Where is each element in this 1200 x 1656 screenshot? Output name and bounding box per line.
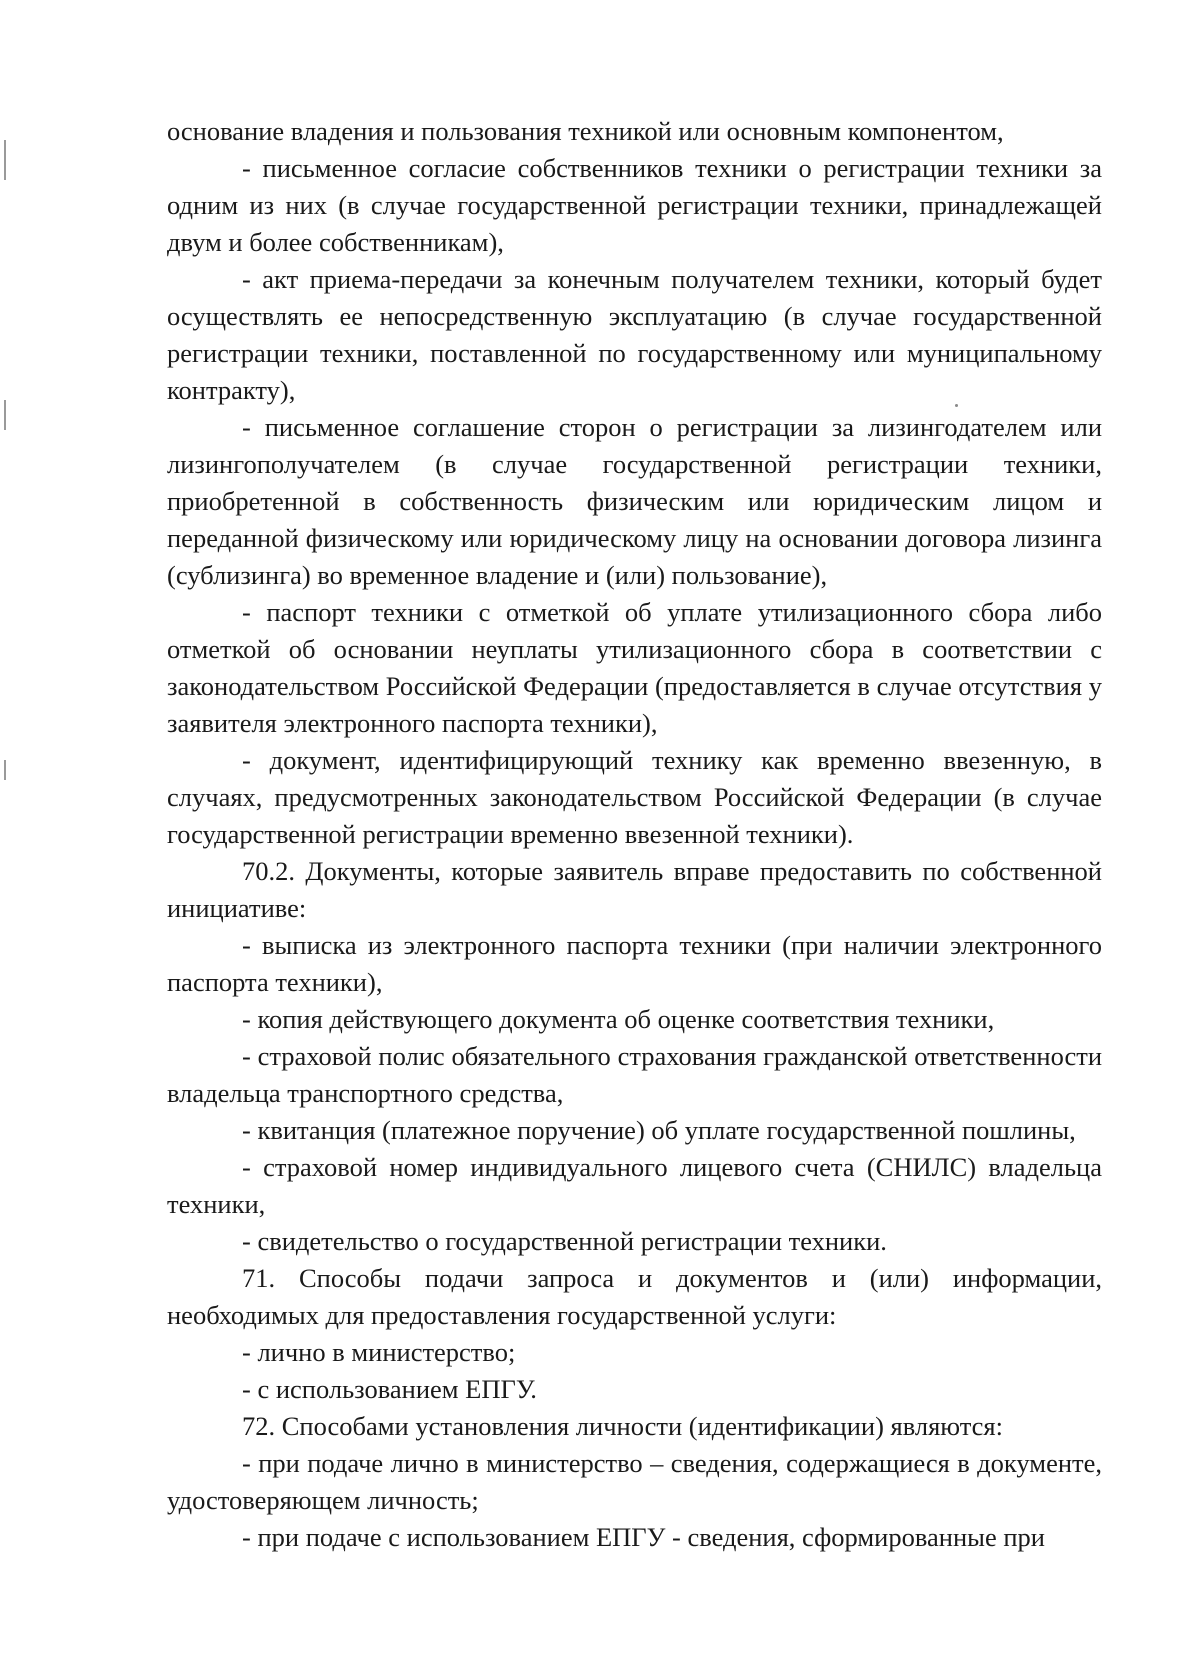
list-item-vehicle-passport: - паспорт техники с отметкой об уплате утилизационного сбора либо отметкой об основании неуплаты утилизационного сбора в соответствии с законодательством Российской Федерации (предоставляется в случае отсутствия у заявителя электронного паспорта техники), [167, 597, 1102, 738]
document-body [167, 113, 1102, 1556]
list-item-epgu: - с использованием ЕПГУ. [242, 1374, 537, 1404]
list-item-fee-receipt: - квитанция (платежное поручение) об уплате государственной пошлины, [242, 1115, 1076, 1145]
list-item-temporary-import-document: - документ, идентифицирующий технику как временно ввезенную, в случаях, предусмотренных законодательством Российской Федерации (в случае государственной регистрации временно ввезенной техники). [167, 745, 1102, 849]
list-item-registration-certificate: - свидетельство о государственной регистрации техники. [242, 1226, 887, 1256]
list-item-conformity-document: - копия действующего документа об оценке соответствия техники, [242, 1004, 995, 1034]
clause-72: 72. Способами установления личности (идентификации) являются: [242, 1411, 1003, 1441]
scan-edge-mark [4, 140, 6, 180]
clause-71: 71. Способы подачи запроса и документов и (или) информации, необходимых для предоставления государственной услуги: [167, 1263, 1102, 1330]
list-item-owners-consent: - письменное согласие собственников техники о регистрации техники за одним из них (в случае государственной регистрации техники, принадлежащей двум и более собственникам), [167, 153, 1102, 257]
clause-70-2: 70.2. Документы, которые заявитель вправе предоставить по собственной инициативе: [167, 856, 1102, 923]
list-item-leasing-agreement: - письменное соглашение сторон о регистрации за лизингодателем или лизингополучателем (в случае государственной регистрации техники, приобретенной в собственность физическим или юридическим лицом и переданной физическому или юридическому лицу на основании договора лизинга (сублизинга) во временное владение и (или) пользование), [167, 412, 1102, 590]
list-item-passport-extract: - выписка из электронного паспорта техники (при наличии электронного паспорта техники), [167, 930, 1102, 997]
list-item-identity-epgu: - при подаче с использованием ЕПГУ - сведения, сформированные при [242, 1522, 1045, 1552]
list-item-insurance-policy: - страховой полис обязательного страхования гражданской ответственности владельца транспортного средства, [167, 1041, 1102, 1108]
list-item-in-person: - лично в министерство; [242, 1337, 516, 1367]
list-item-identity-in-person: - при подаче лично в министерство – сведения, содержащиеся в документе, удостоверяющем личность; [167, 1448, 1102, 1515]
scan-edge-mark [4, 760, 6, 780]
list-item-transfer-act: - акт приема-передачи за конечным получателем техники, который будет осуществлять ее непосредственную эксплуатацию (в случае государственной регистрации техники, поставленной по государственному или муниципальному контракту), [167, 264, 1102, 405]
paragraph-continuation: основание владения и пользования техникой или основным компонентом, [167, 116, 1004, 146]
list-item-snils: - страховой номер индивидуального лицевого счета (СНИЛС) владельца техники, [167, 1152, 1102, 1219]
scan-edge-mark [4, 400, 6, 430]
